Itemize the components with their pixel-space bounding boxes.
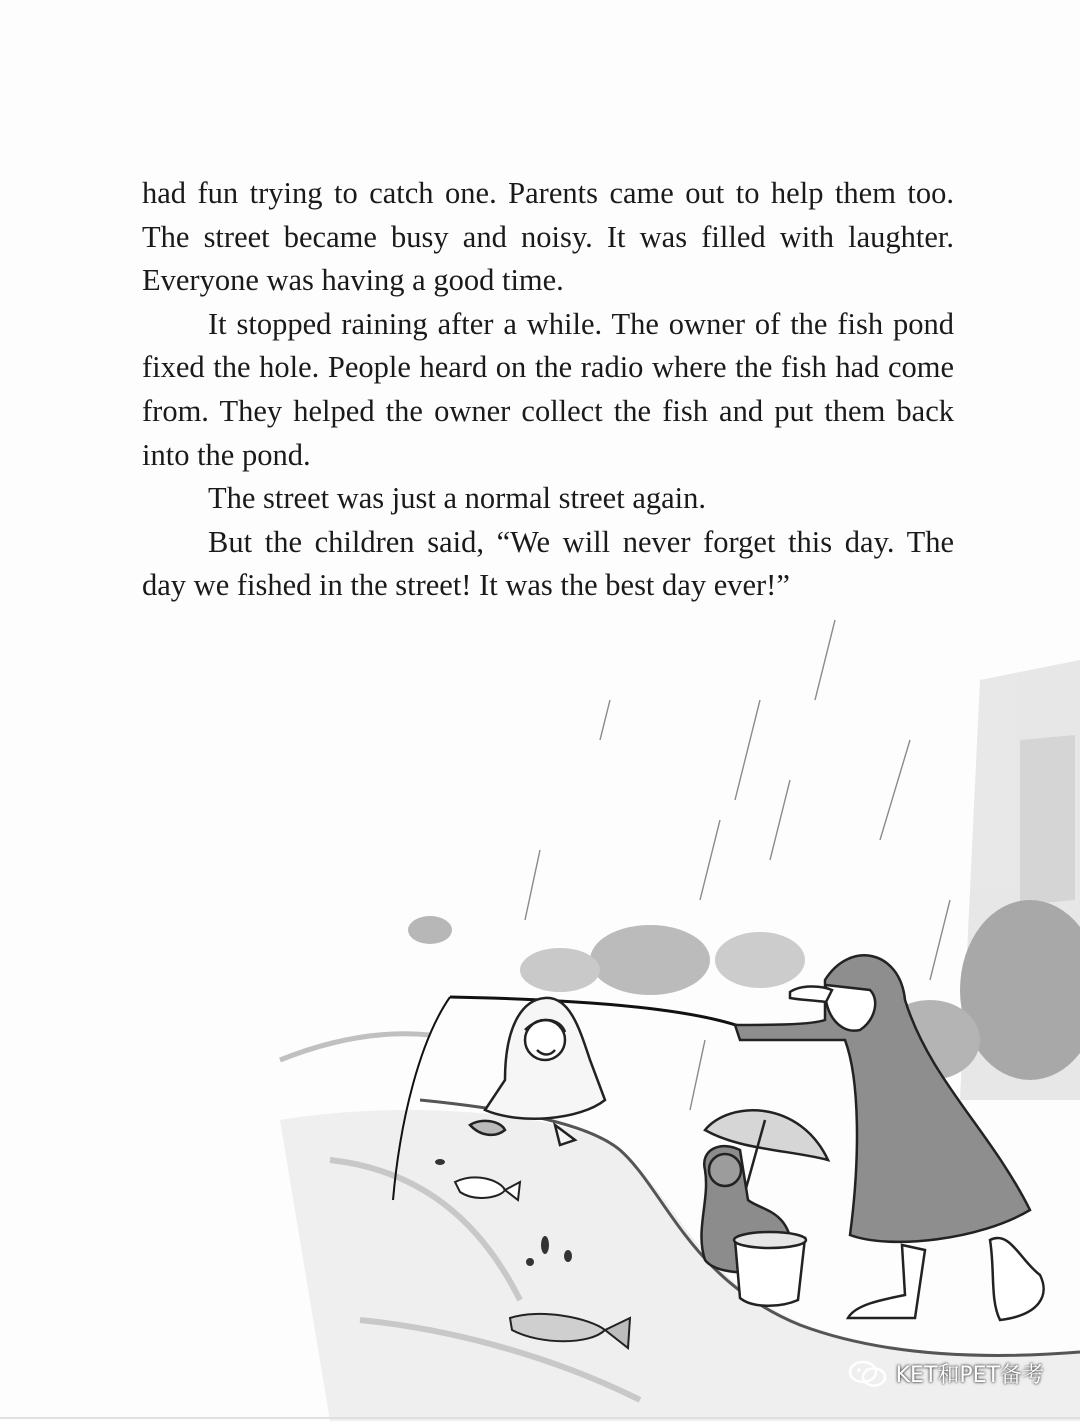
- paragraph-3: The street was just a normal street again.: [208, 481, 706, 516]
- paragraph-2: It stopped raining after a while. The owner of the fish pond fixed the hole. People heard on the radio where the fish had come from. They helped the owner collect the fish and put them back into the pond.: [142, 306, 954, 472]
- wechat-icon: [848, 1359, 888, 1389]
- paragraph-1: had fun trying to catch one. Parents came out to help them too. The street became busy and noisy. It was filled with laughter. Everyone was having a good time.: [142, 176, 954, 298]
- story-text: [142, 172, 954, 608]
- watermark-text: KET和PET备考: [895, 1363, 1044, 1388]
- story-illustration: [0, 600, 1080, 1421]
- wechat-watermark: [848, 1358, 1044, 1389]
- paragraph-4: But the children said, “We will never forget this day. The day we fished in the street! It was the best day ever!”: [142, 524, 954, 603]
